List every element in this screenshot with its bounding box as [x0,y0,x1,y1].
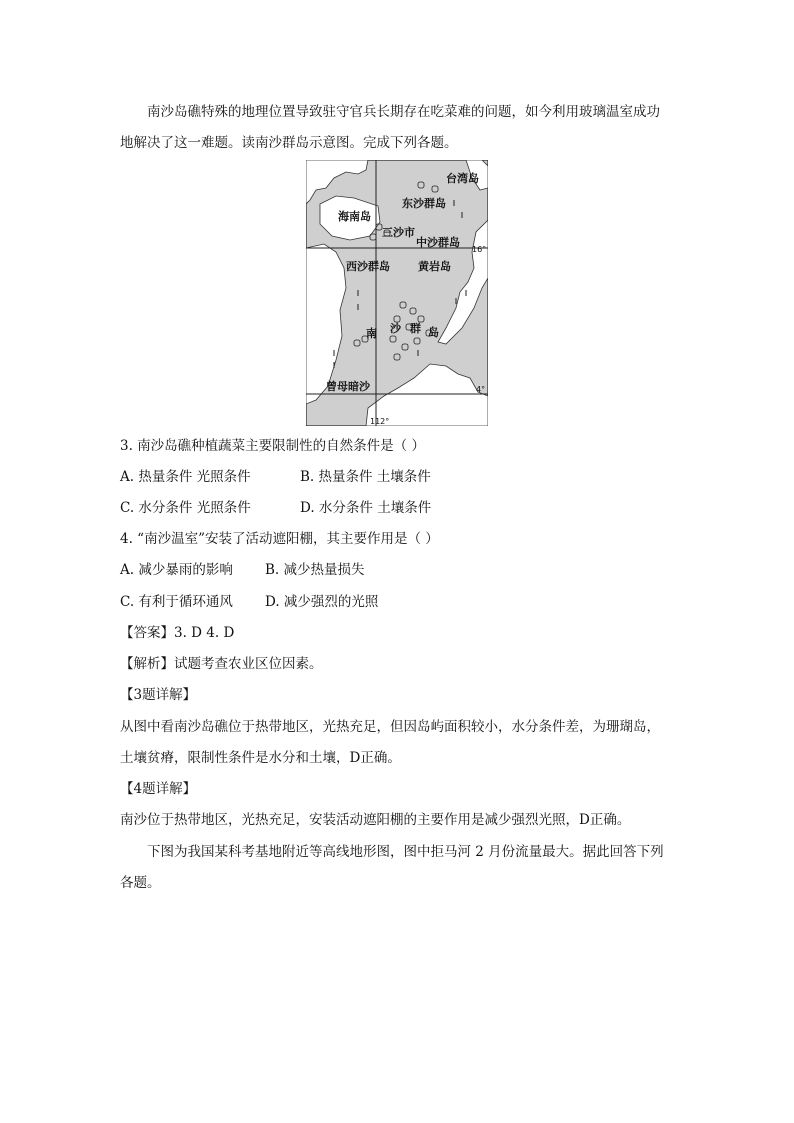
q3-option-a: A. 热量条件 光照条件 [120,469,251,485]
detail3-line-2: 土壤贫瘠，限制性条件是水分和土壤，D正确。 [120,750,401,766]
label-sansha: 三沙市 [382,226,415,239]
label-huangyan: 黄岩岛 [418,260,451,273]
detail4-line-1: 南沙位于热带地区，光热充足，安装活动遮阳棚的主要作用是减少强烈光照，D正确。 [120,812,631,828]
q3-option-b: B. 热量条件 土壤条件 [300,469,431,485]
label-nansha-1: 南 [366,327,377,340]
q4-option-c: C. 有利于循环通风 [120,594,233,610]
detail4-title: 【4题详解】 [120,781,197,797]
nansha-map-svg [306,160,488,426]
q4-option-d: D. 减少强烈的光照 [265,594,379,610]
label-zengmu: 曾母暗沙 [326,380,370,393]
intro-line-2: 地解决了这一难题。读南沙群岛示意图。完成下列各题。 [120,135,458,151]
q3-stem: 3. 南沙岛礁种植蔬菜主要限制性的自然条件是（ ） [120,438,425,454]
label-xisha: 西沙群岛 [346,260,390,273]
next-line-1: 下图为我国某科考基地附近等高线地形图，图中拒马河 2 月份流量最大。据此回答下列 [147,844,664,860]
nansha-map-figure [306,160,488,426]
q3-option-c: C. 水分条件 光照条件 [120,500,251,516]
label-lat-4: 4° [476,385,486,394]
label-nansha-2: 沙 [390,322,401,335]
label-lon-112: 112° [370,417,390,426]
label-nansha-4: 岛 [428,326,439,339]
label-lat-16: 16° [472,245,487,254]
label-hainan: 海南岛 [338,210,371,223]
next-line-2: 各题。 [120,875,161,891]
q4-option-a: A. 减少暴雨的影响 [120,562,233,578]
label-taiwan: 台湾岛 [446,172,479,185]
intro-line-1: 南沙岛礁特殊的地理位置导致驻守官兵长期存在吃菜难的问题，如今利用玻璃温室成功 [147,104,660,120]
q3-option-d: D. 水分条件 土壤条件 [300,500,432,516]
detail3-line-1: 从图中看南沙岛礁位于热带地区，光热充足，但因岛屿面积较小，水分条件差，为珊瑚岛， [120,719,660,735]
analysis-line: 【解析】试题考查农业区位因素。 [120,656,323,672]
q4-stem: 4. “南沙温室”安装了活动遮阳棚，其主要作用是（ ） [120,531,439,547]
q4-option-b: B. 减少热量损失 [265,562,365,578]
label-zhongsha: 中沙群岛 [416,236,460,249]
answer-line: 【答案】3. D 4. D [120,625,235,641]
detail3-title: 【3题详解】 [120,687,197,703]
label-nansha-3: 群 [410,322,421,335]
label-dongsha: 东沙群岛 [402,197,446,210]
